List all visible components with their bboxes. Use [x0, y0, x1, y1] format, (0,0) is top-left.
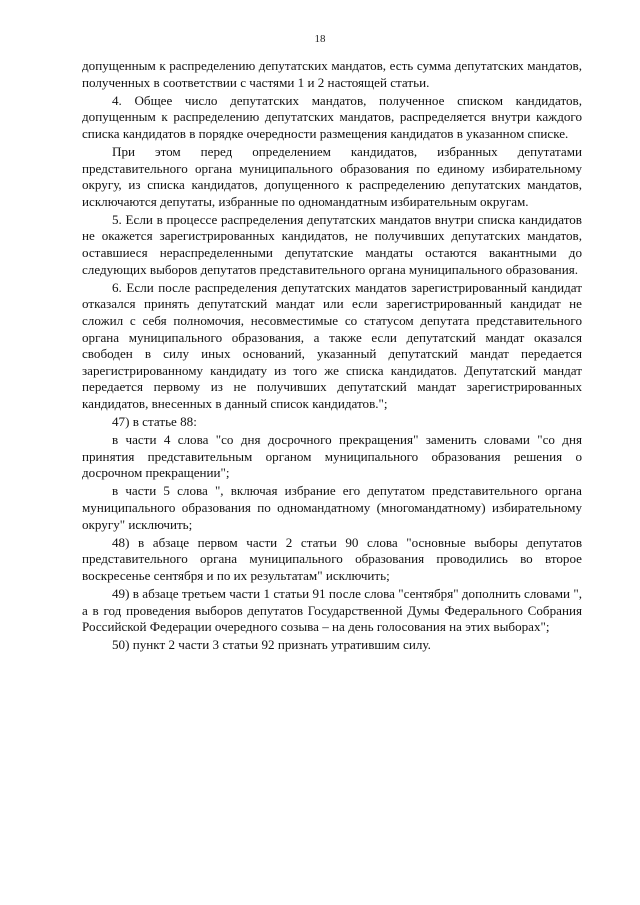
paragraph-item-5: 5. Если в процессе распределения депутатских мандатов внутри списка кандидатов не окажется зарегистрированных кандидатов, не получивших депутатских мандатов, оставшиеся нераспределенными депутатские мандаты остаются вакантными до следующих выборов депутатов представительного органа муниципального образования. — [82, 211, 582, 277]
paragraph-item-6: 6. Если после распределения депутатских мандатов зарегистрированный кандидат отказался принять депутатский мандат или если зарегистрированный кандидат не сложил с себя полномочия, несовместимые со статусом депутата представительного органа муниципального образования, а также если депутатский мандат оказался свободен в силу иных оснований, указанный депутатский мандат передается зарегистрированному кандидату из того же списка кандидатов. Депутатский мандат передается первому из не получивших депутатский мандат зарегистрированных кандидатов, внесенных в данный список кандидатов."; — [82, 279, 582, 411]
paragraph-item-4: 4. Общее число депутатских мандатов, полученное списком кандидатов, допущенным к распределению депутатских мандатов, распределяется внутри каждого списка кандидатов в порядке очередности размещения кандидатов в указанном списке. — [82, 92, 582, 141]
paragraph-amendment-50: 50) пункт 2 части 3 статьи 92 признать утратившим силу. — [112, 637, 431, 653]
page-number: 18 — [314, 33, 326, 45]
document-body — [82, 58, 582, 655]
paragraph-amendment-49: 49) в абзаце третьем части 1 статьи 91 после слова "сентября" дополнить словами ", а в год проведения выборов депутатов Государственной Думы Федерального Собрания Российской Федерации очередного созыва – на день голосования на этих выборах"; — [82, 585, 582, 635]
paragraph-amendment-47-part-4: в части 4 слова "со дня досрочного прекращения" заменить словами "со дня принятия представительным органом муниципального образования решения о досрочном прекращении"; — [82, 432, 582, 481]
paragraph-amendment-48: 48) в абзаце первом части 2 статьи 90 слова "основные выборы депутатов представительного органа муниципального образования проводились во второе воскресенье сентября и по их результатам" исключить; — [82, 534, 582, 583]
paragraph-item-4-note: При этом перед определением кандидатов, избранных депутатами представительного органа муниципального образования по единому избирательному округу, из списка кандидатов, допущенного к распределению депутатских мандатов, исключаются депутаты, избранные по одномандатным избирательным округам. — [82, 143, 582, 209]
paragraph-continuation: допущенным к распределению депутатских мандатов, есть сумма депутатских мандатов, полученных в соответствии с частями 1 и 2 настоящей статьи. — [82, 58, 582, 90]
paragraph-amendment-47-part-5: в части 5 слова ", включая избрание его депутатом представительного органа муниципального образования по одномандатному (многомандатному) избирательному округу" исключить; — [82, 483, 582, 532]
paragraph-amendment-47: 47) в статье 88: — [112, 413, 197, 429]
